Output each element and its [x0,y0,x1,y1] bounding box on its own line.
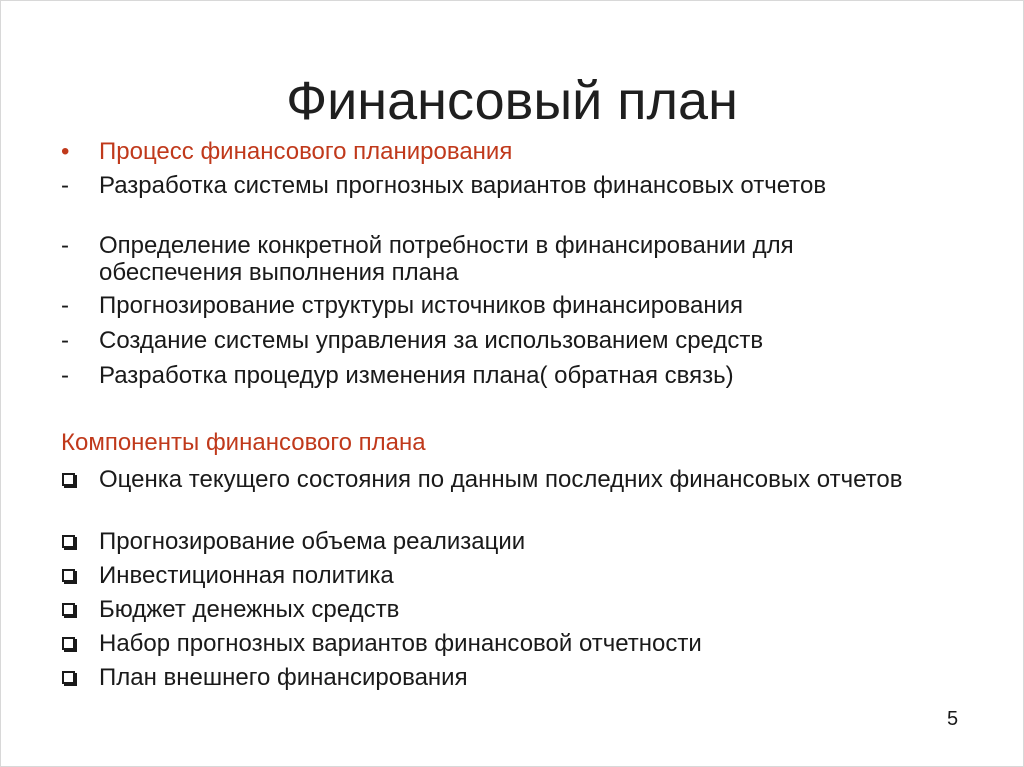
checkbox-bullet-icon [62,569,75,582]
bullet-marker: • [61,138,70,165]
component-item-text: Оценка текущего состояния по данным последних финансовых отчетов [99,466,903,493]
process-item-text: Разработка процедур изменения плана( обратная связь) [99,362,734,389]
checkbox-bullet-icon [62,473,75,486]
checkbox-bullet-icon [62,637,75,650]
process-item-text: Создание системы управления за использованием средств [99,327,764,354]
slide-title: Финансовый план [286,71,738,131]
dash-marker: - [61,362,69,389]
process-item-text: Прогнозирование структуры источников финансирования [99,292,743,319]
dash-marker: - [61,327,69,354]
process-item-text: Разработка системы прогнозных вариантов финансовых отчетов [99,172,827,199]
component-item-text: План внешнего финансирования [99,664,468,691]
dash-marker: - [61,292,69,319]
checkbox-bullet-icon [62,603,75,616]
component-item-text: Прогнозирование объема реализации [99,528,526,555]
dash-marker: - [61,232,69,259]
page-number: 5 [947,708,959,730]
process-heading: Процесс финансового планирования [99,138,513,165]
component-item-text: Бюджет денежных средств [99,596,400,623]
process-item-text: Определение конкретной потребности в финансировании для обеспечения выполнения плана [99,232,794,286]
component-item-text: Набор прогнозных вариантов финансовой отчетности [99,630,702,657]
components-heading: Компоненты финансового плана [61,429,426,456]
checkbox-bullet-icon [62,535,75,548]
checkbox-bullet-icon [62,671,75,684]
dash-marker: - [61,172,69,199]
component-item-text: Инвестиционная политика [99,562,394,589]
